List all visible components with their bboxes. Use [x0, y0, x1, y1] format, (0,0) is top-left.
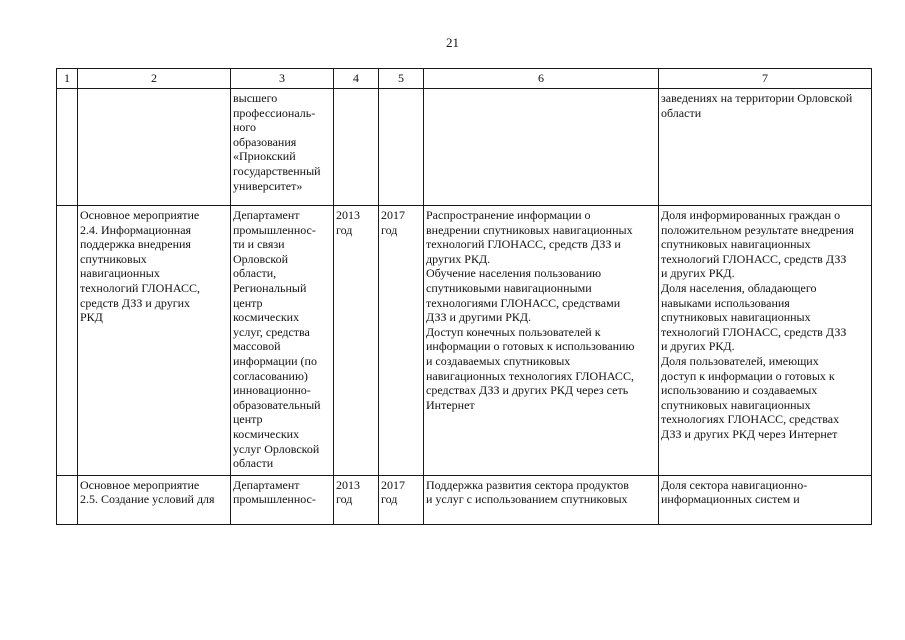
end-year: 2017 год	[381, 477, 405, 507]
expected-result: Поддержка развития сектора продуктов и услуг с использованием спутниковых	[426, 477, 629, 507]
table-cell	[231, 89, 334, 206]
end-year: 2017 год	[381, 208, 405, 237]
expected-result: Распространение информации о внедрении спутниковых навигационных технологий ГЛОНАСС, средств ДЗЗ и других РКД. Обучение населения пользованию спутниковыми навигационными технологиями ГЛОНАСС, средствами ДЗЗ и другими РКД. Доступ конечных пользователей к информации о готовых к использованию и создаваемых спутниковых навигационных технологиях ГЛОНАСС, средствах ДЗЗ и других РКД через сеть Интернет	[426, 208, 635, 412]
table-cell	[57, 206, 78, 476]
column-header: 5	[379, 69, 424, 89]
indicator: Доля сектора навигационно- информационных систем и	[661, 477, 808, 507]
table-cell	[78, 475, 231, 524]
page-number: 21	[446, 35, 459, 50]
event-name: Основное мероприятие 2.5. Создание условий для	[80, 477, 215, 507]
column-header: 7	[659, 69, 872, 89]
indicator: заведениях на территории Орловской области	[661, 91, 853, 120]
column-header: 2	[78, 69, 231, 89]
indicator: Доля информированных граждан о положительном результате внедрения спутниковых навигационных технологий ГЛОНАСС, средств ДЗЗ и других РКД. Доля населения, обладающего навыками использования спутниковых навигационных технологий ГЛОНАСС, средств ДЗЗ и других РКД. Доля пользователей, имеющих доступ к информации о готовых к использованию и создаваемых спутниковых навигационных технологиях ГЛОНАСС, средствах ДЗЗ и других РКД через Интернет	[661, 208, 854, 441]
table-cell	[334, 475, 379, 524]
executor: высшего профессиональ- ного образования «Приокский государственный университет»	[233, 91, 321, 193]
column-header: 6	[424, 69, 659, 89]
table-row	[57, 89, 872, 206]
column-header: 3	[231, 69, 334, 89]
table-cell	[334, 206, 379, 476]
start-year: 2013 год	[336, 477, 360, 507]
event-name: Основное мероприятие 2.4. Информационная поддержка внедрения спутниковых навигационных технологий ГЛОНАСС, средств ДЗЗ и других РКД	[80, 208, 201, 325]
table-cell	[334, 89, 379, 206]
table-cell	[78, 89, 231, 206]
program-table	[56, 68, 872, 525]
table-cell	[57, 89, 78, 206]
start-year: 2013 год	[336, 208, 360, 237]
executor: Департамент промышленнос-	[233, 477, 316, 507]
table-cell	[659, 206, 872, 476]
table-cell	[424, 89, 659, 206]
table-cell	[57, 475, 78, 524]
header-row	[57, 69, 872, 89]
table-cell	[659, 89, 872, 206]
table-cell	[379, 475, 424, 524]
table-cell	[78, 206, 231, 476]
table-cell	[424, 475, 659, 524]
column-header: 4	[334, 69, 379, 89]
table-cell	[379, 89, 424, 206]
table-row	[57, 475, 872, 524]
table-cell	[424, 206, 659, 476]
table-cell	[231, 206, 334, 476]
table-cell	[659, 475, 872, 524]
table-cell	[231, 475, 334, 524]
table-row	[57, 206, 872, 476]
executor: Департамент промышленнос- ти и связи Орловской области, Региональный центр космических услуг, средства массовой информации (по согласованию) инновационно- образовательный центр космических услуг Орловской области	[233, 208, 321, 471]
column-header: 1	[57, 69, 78, 89]
table-cell	[379, 206, 424, 476]
